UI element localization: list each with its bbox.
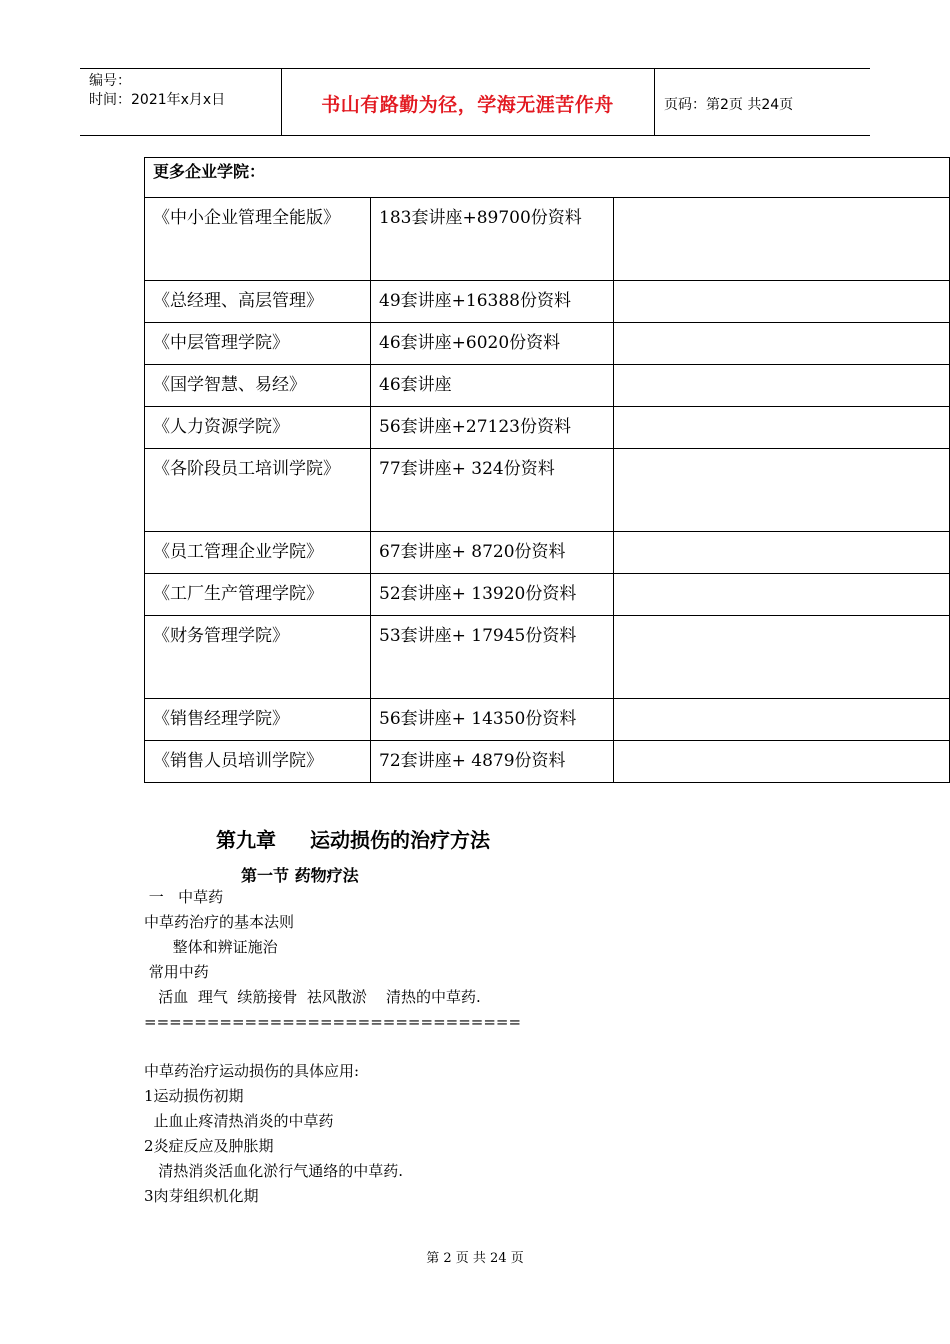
table-row <box>145 741 950 783</box>
body-line: ============================== <box>144 1013 522 1031</box>
date-label: 时间：2021年x月x日 <box>89 92 226 108</box>
academy-content: 56套讲座+27123份资料 <box>371 407 614 449</box>
table-row <box>145 198 950 281</box>
academy-content: 67套讲座+ 8720份资料 <box>371 532 614 574</box>
academy-content: 77套讲座+ 324份资料 <box>371 449 614 532</box>
academy-content: 72套讲座+ 4879份资料 <box>371 741 614 783</box>
table-row <box>145 616 950 699</box>
table-row <box>145 365 950 407</box>
body-line: 整体和辨证施治 <box>144 938 278 956</box>
academy-name: 《工厂生产管理学院》 <box>145 574 371 616</box>
academy-extra <box>614 741 950 783</box>
table-row <box>145 699 950 741</box>
academy-extra <box>614 323 950 365</box>
academy-name: 《国学智慧、易经》 <box>145 365 371 407</box>
header-top-rule <box>80 68 870 69</box>
academy-content: 46套讲座 <box>371 365 614 407</box>
academy-content: 183套讲座+89700份资料 <box>371 198 614 281</box>
table-title-row <box>145 158 950 198</box>
academy-name: 《中层管理学院》 <box>145 323 371 365</box>
academy-name: 《财务管理学院》 <box>145 616 371 699</box>
body-line: 清热消炎活血化淤行气通络的中草药. <box>144 1162 404 1180</box>
academy-name: 《各阶段员工培训学院》 <box>145 449 371 532</box>
page-footer: 第 2 页 共 24 页 <box>426 1251 524 1266</box>
academy-name: 《人力资源学院》 <box>145 407 371 449</box>
academy-extra <box>614 281 950 323</box>
table-row <box>145 281 950 323</box>
academy-name: 《总经理、高层管理》 <box>145 281 371 323</box>
body-line: 活血 理气 续筋接骨 祛风散淤 清热的中草药. <box>144 988 481 1006</box>
academy-extra <box>614 198 950 281</box>
academy-content: 53套讲座+ 17945份资料 <box>371 616 614 699</box>
academy-content: 46套讲座+6020份资料 <box>371 323 614 365</box>
academy-content: 52套讲座+ 13920份资料 <box>371 574 614 616</box>
academy-extra <box>614 532 950 574</box>
header-motto: 书山有路勤为径，学海无涯苦作舟 <box>321 94 614 116</box>
body-line: 止血止疼清热消炎的中草药 <box>144 1112 334 1130</box>
body-line: 2炎症反应及肿胀期 <box>144 1137 274 1155</box>
academy-name: 《中小企业管理全能版》 <box>145 198 371 281</box>
academy-extra <box>614 407 950 449</box>
academy-content: 49套讲座+16388份资料 <box>371 281 614 323</box>
table-row <box>145 574 950 616</box>
academy-name: 《销售人员培训学院》 <box>145 741 371 783</box>
chapter-title: 运动损伤的治疗方法 <box>310 828 490 852</box>
academy-name: 《员工管理企业学院》 <box>145 532 371 574</box>
section-heading: 第一节 药物疗法 <box>241 866 359 885</box>
header-divider <box>654 68 655 136</box>
header-page-info: 页码：第2页 共24页 <box>664 97 794 113</box>
header-bottom-rule <box>80 135 870 136</box>
body-line: 3肉芽组织机化期 <box>144 1187 259 1205</box>
chapter-heading <box>216 824 490 853</box>
body-line: 常用中药 <box>144 963 209 981</box>
header-meta <box>89 72 225 110</box>
academy-content: 56套讲座+ 14350份资料 <box>371 699 614 741</box>
academy-extra <box>614 574 950 616</box>
body-line: 1运动损伤初期 <box>144 1087 244 1105</box>
chapter-number: 第九章 <box>216 828 276 852</box>
academy-extra <box>614 699 950 741</box>
academy-name: 《销售经理学院》 <box>145 699 371 741</box>
number-label: 编号： <box>89 73 131 89</box>
academy-extra <box>614 449 950 532</box>
table-row <box>145 323 950 365</box>
table-title: 更多企业学院： <box>145 158 950 198</box>
academy-extra <box>614 365 950 407</box>
table-row <box>145 407 950 449</box>
academy-extra <box>614 616 950 699</box>
body-line: 中草药治疗运动损伤的具体应用: <box>144 1062 360 1080</box>
table-row <box>145 532 950 574</box>
body-line: 一 中草药 <box>144 888 224 906</box>
table-row <box>145 449 950 532</box>
academy-table <box>144 157 950 783</box>
body-line: 中草药治疗的基本法则 <box>144 913 295 931</box>
